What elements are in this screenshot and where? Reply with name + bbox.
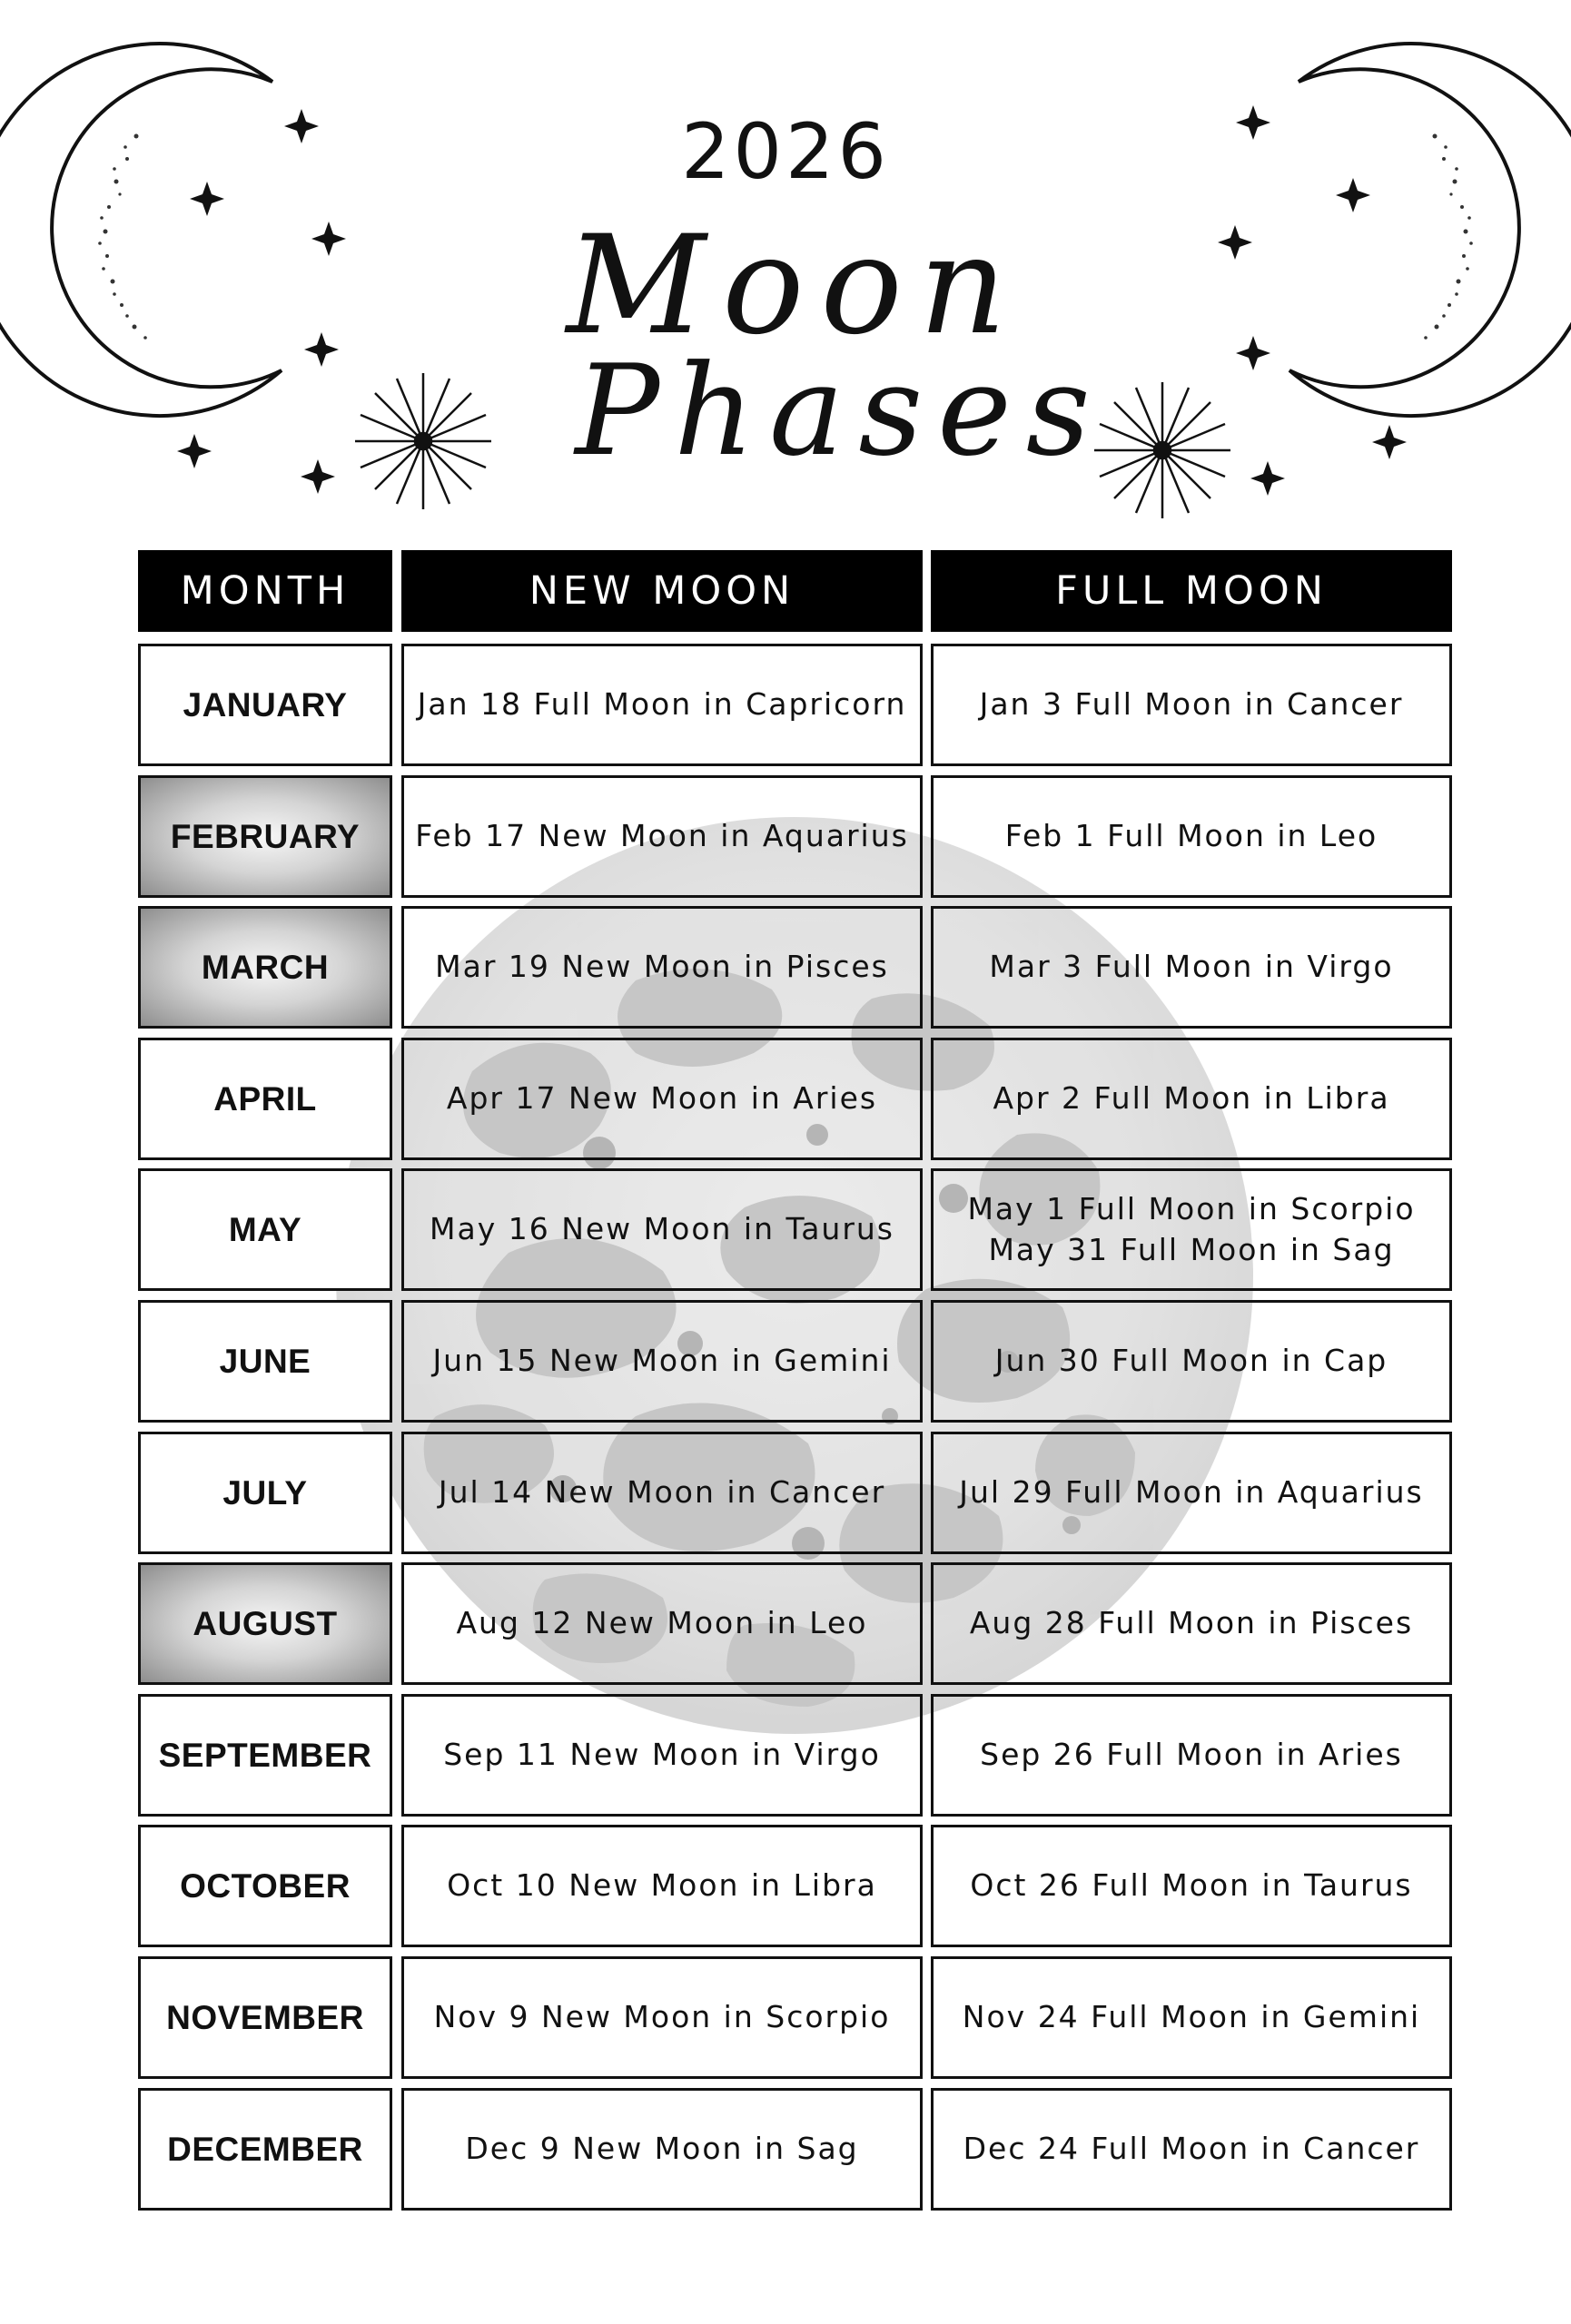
full-moon-entry: Apr 2 Full Moon in Libra [993,1080,1390,1117]
full-moon-cell [931,1562,1452,1685]
full-moon-cell [931,1825,1452,1947]
full-moon-entry: Nov 24 Full Moon in Gemini [962,1999,1421,2035]
full-moon-entry: Jun 30 Full Moon in Cap [994,1343,1388,1379]
full-moon-cell [931,1956,1452,2079]
full-moon-cell [931,1694,1452,1817]
full-moon-cell [931,1168,1452,1291]
full-moon-cell [931,1432,1452,1554]
full-moon-entry: Jul 29 Full Moon in Aquarius [959,1474,1424,1511]
full-moon-cell [931,1038,1452,1160]
column-header-full-moon: FULL MOON [931,550,1452,632]
new-moon-entry: Nov 9 New Moon in Scorpio [433,1999,891,2035]
new-moon-cell [401,1694,923,1817]
new-moon-entry: Jul 14 New Moon in Cancer [438,1474,886,1511]
full-moon-entry: Jan 3 Full Moon in Cancer [979,686,1404,723]
column-header-new-moon: NEW MOON [401,550,923,632]
month-cell: MARCH [138,906,392,1029]
month-cell: DECEMBER [138,2088,392,2211]
new-moon-cell [401,775,923,898]
new-moon-entry: Apr 17 New Moon in Aries [446,1080,878,1117]
full-moon-cell [931,1300,1452,1423]
full-moon-entry: May 31 Full Moon in Sag [988,1231,1395,1267]
full-moon-cell [931,906,1452,1029]
new-moon-cell [401,1300,923,1423]
new-moon-entry: Jan 18 Full Moon in Capricorn [417,686,907,723]
new-moon-cell [401,1562,923,1685]
full-moon-entry: May 1 Full Moon in Scorpio [967,1190,1416,1226]
month-cell: MAY [138,1168,392,1291]
new-moon-entry: Feb 17 New Moon in Aquarius [415,818,909,854]
title-phases: Phases [575,338,1105,484]
full-moon-entry: Dec 24 Full Moon in Cancer [963,2131,1420,2167]
full-moon-entry: Oct 26 Full Moon in Taurus [970,1867,1413,1904]
new-moon-cell [401,1168,923,1291]
month-cell: JULY [138,1432,392,1554]
new-moon-entry: Sep 11 New Moon in Virgo [443,1737,881,1773]
new-moon-entry: May 16 New Moon in Taurus [430,1211,894,1247]
full-moon-entry: Aug 28 Full Moon in Pisces [969,1605,1414,1641]
full-moon-entry: Feb 1 Full Moon in Leo [1004,818,1378,854]
new-moon-cell [401,1432,923,1554]
full-moon-cell [931,644,1452,766]
month-cell: FEBRUARY [138,775,392,898]
new-moon-cell [401,1038,923,1160]
full-moon-cell [931,775,1452,898]
new-moon-cell [401,1956,923,2079]
new-moon-entry: Dec 9 New Moon in Sag [465,2131,859,2167]
new-moon-entry: Oct 10 New Moon in Libra [447,1867,877,1904]
new-moon-entry: Aug 12 New Moon in Leo [456,1605,868,1641]
new-moon-cell [401,2088,923,2211]
full-moon-entry: Mar 3 Full Moon in Virgo [989,949,1394,985]
month-cell: JANUARY [138,644,392,766]
month-cell: APRIL [138,1038,392,1160]
month-cell: OCTOBER [138,1825,392,1947]
month-cell: SEPTEMBER [138,1694,392,1817]
month-cell: AUGUST [138,1562,392,1685]
new-moon-cell [401,644,923,766]
column-header-month: MONTH [138,550,392,632]
full-moon-cell [931,2088,1452,2211]
month-cell: JUNE [138,1300,392,1423]
full-moon-entry: Sep 26 Full Moon in Aries [980,1737,1403,1773]
month-cell: NOVEMBER [138,1956,392,2079]
new-moon-entry: Mar 19 New Moon in Pisces [435,949,889,985]
title-moon: Moon [566,207,1023,365]
year-heading: 2026 [681,107,890,196]
new-moon-cell [401,906,923,1029]
new-moon-cell [401,1825,923,1947]
new-moon-entry: Jun 15 New Moon in Gemini [432,1343,892,1379]
